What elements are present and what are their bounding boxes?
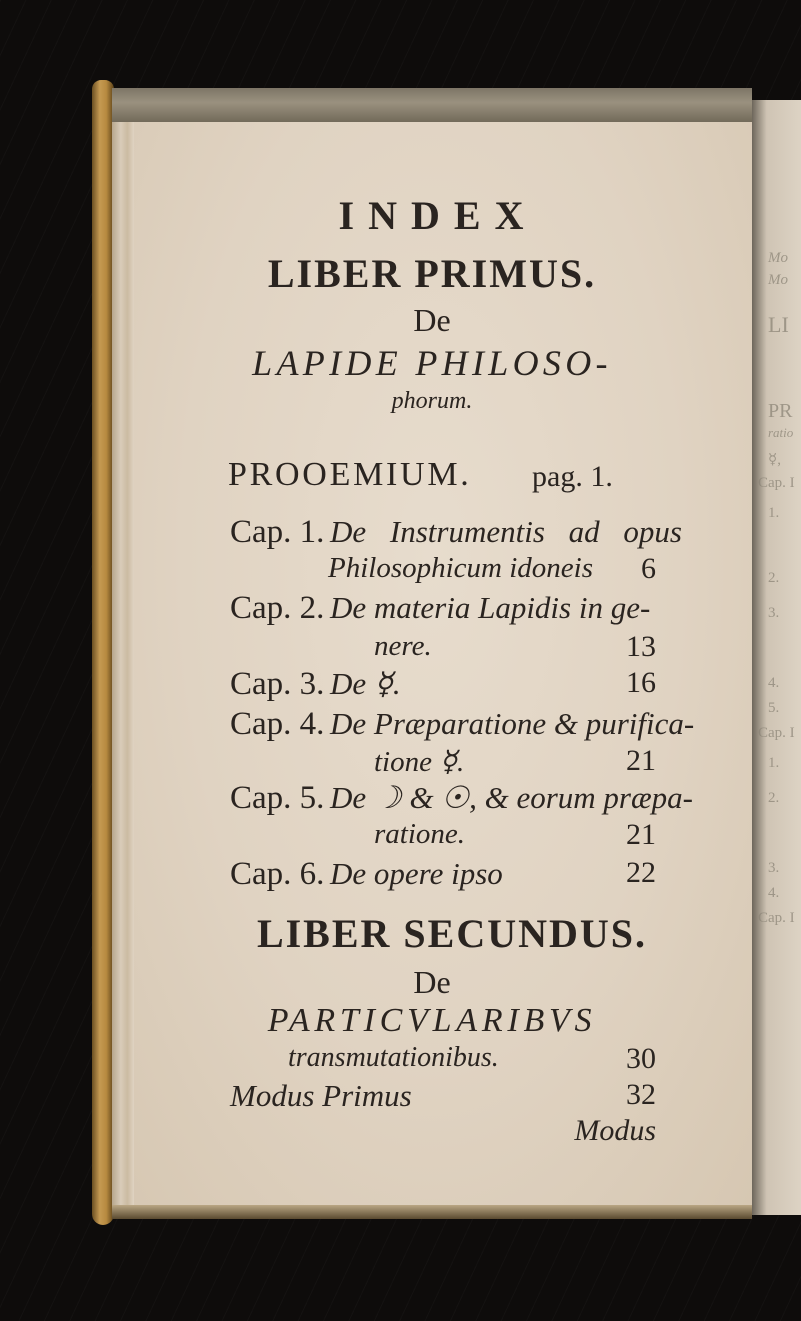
book-page xyxy=(112,122,752,1207)
adjacent-fragment: LI xyxy=(768,312,789,337)
chapter-title: De Præparatione & purifica- xyxy=(330,706,695,741)
chapter-number: Cap. 2. xyxy=(230,590,325,626)
adjacent-fragment: Cap. I xyxy=(758,725,795,741)
adjacent-fragment: 4. xyxy=(768,885,780,901)
chapter-row-cont xyxy=(112,552,752,586)
adjacent-fragment: 1. xyxy=(768,505,780,521)
book2-subject-row xyxy=(112,1042,752,1076)
chapter-number: Cap. 5. xyxy=(230,780,325,816)
book1-subject: LAPIDE PHILOSO- xyxy=(252,343,612,383)
adjacent-fragment: Mo xyxy=(768,272,788,288)
chapter-page: 16 xyxy=(626,666,656,699)
book1-subject-cont: phorum. xyxy=(391,388,473,414)
adjacent-fragment: Cap. I xyxy=(758,475,795,491)
adjacent-fragment: Cap. I xyxy=(758,910,795,926)
chapter-row xyxy=(112,706,752,740)
chapter-page: 22 xyxy=(626,856,656,889)
adjacent-fragment: ☿, xyxy=(768,452,781,468)
chapter-title-cont: tione ☿. xyxy=(374,746,465,778)
chapter-number: Cap. 1. xyxy=(230,514,325,550)
chapter-title: De opere ipso xyxy=(330,856,503,891)
chapter-title-cont: ratione. xyxy=(374,818,466,850)
chapter-page: 21 xyxy=(626,744,656,777)
chapter-title: De Instrumentis ad opus xyxy=(330,514,682,549)
chapter-row-cont xyxy=(112,630,752,664)
adjacent-fragment: 3. xyxy=(768,860,780,876)
chapter-page: 6 xyxy=(641,552,656,585)
chapter-row-cont xyxy=(112,818,752,852)
book2-title: LIBER SECUNDUS. xyxy=(256,911,648,956)
chapter-row xyxy=(112,856,752,890)
adjacent-page-strip xyxy=(752,100,801,1215)
book1-de: De xyxy=(413,302,451,338)
chapter-title: De ☿. xyxy=(330,666,401,701)
chapter-row xyxy=(112,780,752,814)
adjacent-fragment: 1. xyxy=(768,755,780,771)
adjacent-fragment: Mo xyxy=(768,250,788,266)
adjacent-fragment: 4. xyxy=(768,675,780,691)
index-heading: I N D E X xyxy=(338,193,526,238)
book2-de: De xyxy=(413,964,451,1000)
book2-subject-page: 30 xyxy=(626,1042,656,1075)
chapter-row xyxy=(112,590,752,624)
chapter-title-cont: Philosophicum idoneis xyxy=(328,552,594,584)
chapter-title-cont: nere. xyxy=(374,630,432,662)
prooemium-page: pag. 1. xyxy=(532,460,613,493)
catchword: Modus xyxy=(574,1114,656,1147)
chapter-page: 21 xyxy=(626,818,656,851)
chapter-number: Cap. 3. xyxy=(230,666,325,702)
adjacent-fragment: ratio xyxy=(768,425,794,440)
adjacent-fragment: 3. xyxy=(768,605,780,621)
entry-row xyxy=(112,1078,752,1112)
book-binding xyxy=(92,80,114,1225)
chapter-row xyxy=(112,514,752,548)
chapter-number: Cap. 6. xyxy=(230,856,325,892)
entry-page: 32 xyxy=(626,1078,656,1111)
chapter-title: De materia Lapidis in ge- xyxy=(330,590,651,625)
page-block-bottom-edge xyxy=(112,1205,752,1219)
book1-title: LIBER PRIMUS. xyxy=(267,251,597,296)
chapter-row-cont xyxy=(112,744,752,778)
adjacent-fragment: 2. xyxy=(768,790,780,806)
book2-subject-cont: transmutationibus. xyxy=(288,1042,499,1073)
chapter-page: 13 xyxy=(626,630,656,663)
prooemium-label: PROOEMIUM. xyxy=(228,456,472,493)
chapter-row xyxy=(112,666,752,700)
entry-title: Modus Primus xyxy=(230,1078,412,1113)
chapter-number: Cap. 4. xyxy=(230,706,325,742)
page-block-top-edge xyxy=(112,88,752,124)
adjacent-fragment: 2. xyxy=(768,570,780,586)
chapter-title: De ☽ & ☉, & eorum præpa- xyxy=(330,780,693,815)
adjacent-fragment: 5. xyxy=(768,700,780,716)
book2-subject: PARTICVLARIBVS xyxy=(267,1002,597,1039)
adjacent-fragment: PR xyxy=(768,400,793,422)
